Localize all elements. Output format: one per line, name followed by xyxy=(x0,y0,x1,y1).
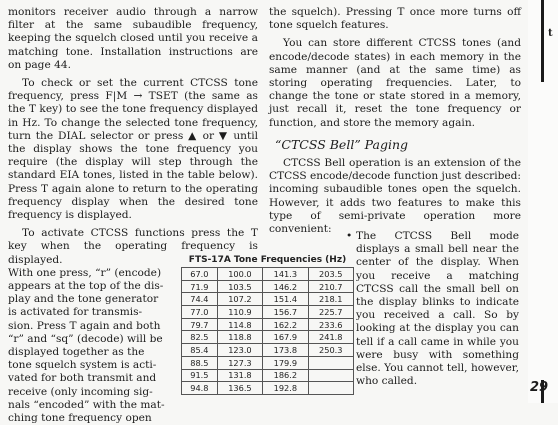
paragraph-receiver-audio: monitors receiver audio through a narrow filter at the same subaudible frequency, keeping the squelch closed until you receive a matching tone. Installation instructions are on page 44. xyxy=(8,6,258,71)
table-cell: 74.4 xyxy=(182,293,218,306)
table-cell: 100.0 xyxy=(217,268,262,281)
table-row xyxy=(182,293,354,306)
table-cell: 241.8 xyxy=(308,331,353,344)
table-cell: 225.7 xyxy=(308,306,353,319)
table-row xyxy=(182,268,354,281)
wrap-line: tone squelch system is acti- xyxy=(8,359,157,372)
table-row xyxy=(182,344,354,357)
bullet-icon: • xyxy=(346,230,353,242)
table-row xyxy=(182,306,354,319)
wrap-line: play and the tone generator xyxy=(8,293,159,306)
table-cell: 77.0 xyxy=(182,306,218,319)
table-cell: 162.2 xyxy=(263,318,308,331)
table-cell: 118.8 xyxy=(217,331,262,344)
table-cell: 210.7 xyxy=(308,280,353,293)
wrap-line: displayed together as the xyxy=(8,346,145,359)
wrap-line: ching tone frequency open xyxy=(8,412,152,425)
edge-glyph: t xyxy=(548,28,553,39)
bell-bullet-item xyxy=(346,230,519,388)
table-cell: 136.5 xyxy=(217,382,262,395)
paragraph-bell-intro: CTCSS Bell operation is an extension of the CTCSS encode/decode function just described: incoming subaudible tones open the squelch. However, it adds two features to make this type of semi-private operation more convenient: xyxy=(269,157,521,236)
tone-frequency-table xyxy=(181,254,354,395)
table-cell: 146.2 xyxy=(263,280,308,293)
table-cell: 103.5 xyxy=(217,280,262,293)
table-cell: 79.7 xyxy=(182,318,218,331)
table-cell: 141.3 xyxy=(263,268,308,281)
wrap-line: receive (only incoming sig- xyxy=(8,385,153,398)
paragraph-memory: You can store different CTCSS tones (and encode/decode states) in each memory in the same manner (and at the same time) as storing operating frequencies. Later, to change the tone or state stored in a memory, just recall it, reset the tone frequency or function, and store the memory again. xyxy=(269,37,521,129)
table-cell xyxy=(308,382,353,395)
table-cell: 127.3 xyxy=(217,356,262,369)
table-row xyxy=(182,382,354,395)
table-cell: 186.2 xyxy=(263,369,308,382)
page-number: 29 xyxy=(530,380,549,395)
table-row xyxy=(182,369,354,382)
table-cell: 71.9 xyxy=(182,280,218,293)
paragraph-activate: To activate CTCSS functions press the T key when the operating frequency is displayed. xyxy=(8,227,258,266)
table-row xyxy=(182,356,354,369)
wrap-line: sion. Press T again and both xyxy=(8,319,161,332)
table-cell: 131.8 xyxy=(217,369,262,382)
table-cell: 151.4 xyxy=(263,293,308,306)
wrap-line: vated for both transmit and xyxy=(8,372,157,385)
table-cell: 218.1 xyxy=(308,293,353,306)
table-row xyxy=(182,280,354,293)
table-cell: 85.4 xyxy=(182,344,218,357)
table-cell: 114.8 xyxy=(217,318,262,331)
table-cell: 110.9 xyxy=(217,306,262,319)
table-cell xyxy=(308,369,353,382)
paragraph-squelch-off: the squelch). Pressing T once more turns off tone squelch features. xyxy=(269,6,521,32)
tone-table-grid xyxy=(181,267,354,395)
table-cell: 192.8 xyxy=(263,382,308,395)
table-cell: 67.0 xyxy=(182,268,218,281)
table-title: FTS-17A Tone Frequencies (Hz) xyxy=(188,255,347,265)
table-cell: 123.0 xyxy=(217,344,262,357)
section-heading-ctcss-bell: “CTCSS Bell” Paging xyxy=(275,136,409,152)
table-cell: 250.3 xyxy=(308,344,353,357)
table-cell: 203.5 xyxy=(308,268,353,281)
table-cell: 94.8 xyxy=(182,382,218,395)
edge-bar-top xyxy=(541,0,544,82)
bullet-text: The CTCSS Bell mode displays a small bell near the center of the display. When you receive a matching CTCSS call the small bell on the display blinks to indicate you received a call. So by looking at the display you can tell if a call came in while you were busy with something else. You cannot tell, however, who called. xyxy=(356,230,519,388)
table-cell xyxy=(308,356,353,369)
table-cell: 107.2 xyxy=(217,293,262,306)
table-cell: 91.5 xyxy=(182,369,218,382)
wrap-line: is activated for transmis- xyxy=(8,306,143,319)
table-cell: 173.8 xyxy=(263,344,308,357)
table-cell: 82.5 xyxy=(182,331,218,344)
table-cell: 156.7 xyxy=(263,306,308,319)
table-cell: 233.6 xyxy=(308,318,353,331)
table-cell: 179.9 xyxy=(263,356,308,369)
wrap-line: appears at the top of the dis- xyxy=(8,280,164,293)
wrap-line: “r” and “sq” (decode) will be xyxy=(8,332,163,345)
wrap-line: With one press, “r” (encode) xyxy=(8,266,162,279)
table-row xyxy=(182,318,354,331)
right-column xyxy=(269,6,521,236)
table-row xyxy=(182,331,354,344)
table-cell: 167.9 xyxy=(263,331,308,344)
wrap-line: nals “encoded” with the mat- xyxy=(8,398,165,411)
paragraph-tone-check: To check or set the current CTCSS tone frequency, press F|M → TSET (the same as the T key) to see the tone frequency displayed in Hz. To change the selected tone frequency, turn the DIAL selector or press ▲ or ▼ until the display shows the tone frequency you require (the display will step through the standard EIA tones, listed in the table below). Press T again alone to return to the operating frequency display when the desired tone frequency is displayed. xyxy=(8,77,258,222)
table-cell: 88.5 xyxy=(182,356,218,369)
